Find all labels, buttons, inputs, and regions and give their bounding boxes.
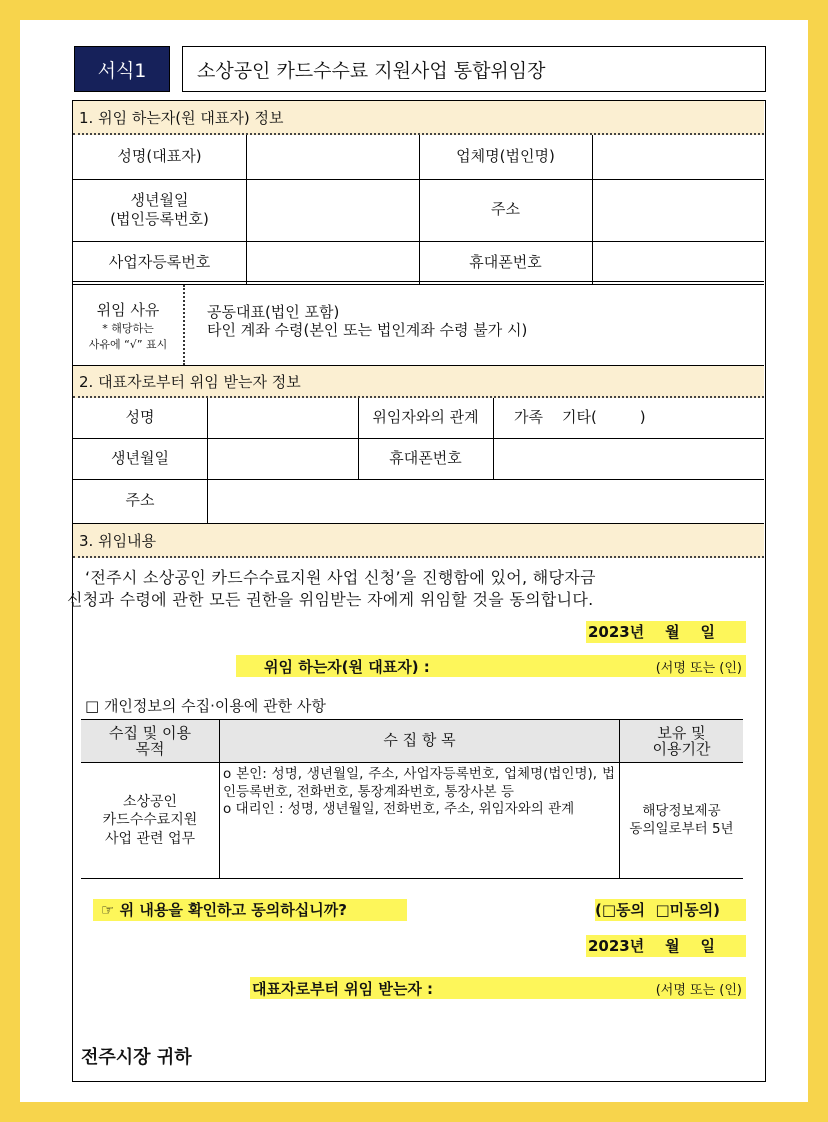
statement-line-2: 신청과 수령에 관한 모든 권한을 위임받는 자에게 위임할 것을 동의합니다. (67, 590, 594, 610)
delegatee-birth-label: 생년월일 (111, 448, 169, 467)
form-number-badge: 서식1 (74, 46, 170, 92)
phone-field[interactable] (593, 241, 764, 284)
bizno-label: 사업자등록번호 (108, 252, 211, 271)
table-header-period: 보유 및 이용기간 (652, 723, 711, 758)
name-label: 성명(대표자) (117, 147, 202, 166)
delegatee-birth-field[interactable] (208, 438, 358, 479)
delegatee-name-field[interactable] (208, 398, 358, 438)
section2-title: 2. 대표자로부터 위임 받는자 정보 (73, 366, 764, 398)
date-line-2: 2023년 월 일 (586, 935, 746, 957)
privacy-table (81, 719, 743, 879)
section1-title: 1. 위임 하는자(원 대표자) 정보 (73, 101, 764, 135)
bizno-field[interactable] (247, 241, 419, 284)
items-agent: o 대리인 : 성명, 생년월일, 전화번호, 주소, 위임자와의 관계 (223, 801, 575, 818)
delegatee-address-label: 주소 (125, 491, 155, 510)
delegator-sign-bar (236, 655, 746, 677)
table-items-cell (223, 766, 615, 819)
address-label: 주소 (491, 200, 520, 219)
document-title: 소상공인 카드수수료 지원사업 통합위임장 (182, 46, 766, 92)
delegatee-sign-label: 대표자로부터 위임 받는자 : (252, 980, 434, 998)
delegatee-phone-field[interactable] (494, 438, 764, 479)
reason-note-2: 사유에 “√” 표시 (88, 337, 168, 351)
reason-option-2[interactable]: 타인 계좌 수령(본인 또는 법인계좌 수령 불가 시) (207, 321, 528, 339)
relation-options[interactable]: 가족 기타( ) (514, 408, 646, 427)
privacy-title: □ 개인정보의 수집·이용에 관한 사항 (85, 697, 326, 715)
section3-title: 3. 위임내용 (73, 524, 764, 558)
delegatee-address-field[interactable] (208, 479, 764, 523)
delegatee-sign-bar (250, 977, 746, 999)
phone-label: 휴대폰번호 (469, 252, 542, 271)
company-label: 업체명(법인명) (456, 147, 555, 166)
table-purpose-cell: 소상공인 카드수수료지원 사업 관련 업무 (102, 794, 198, 847)
name-field[interactable] (247, 135, 419, 179)
items-principal: o 본인: 성명, 생년월일, 주소, 사업자등록번호, 업체명(법인명), 법인등록번호, 전화번호, 통장계좌번호, 통장사본 등 (223, 766, 615, 800)
reason-label-box (73, 285, 185, 365)
date-line-1: 2023년 월 일 (586, 621, 746, 643)
delegator-sign-label: 위임 하는자(원 대표자) : (264, 658, 430, 676)
birth-label-line2: (법인등록번호) (110, 210, 209, 228)
addressee: 전주시장 귀하 (81, 1047, 192, 1068)
company-field[interactable] (593, 135, 764, 179)
relation-label: 위임자와의 관계 (372, 408, 479, 427)
statement-line-1: ‘전주시 소상공인 카드수수료지원 사업 신청’을 진행함에 있어, 해당자금 (85, 568, 596, 587)
address-field[interactable] (593, 179, 764, 241)
birth-label (73, 179, 246, 241)
consent-question: ☞ 위 내용을 확인하고 동의하십니까? (93, 899, 407, 921)
delegatee-phone-label: 휴대폰번호 (389, 448, 462, 467)
delegatee-sign-note: (서명 또는 (인) (655, 983, 742, 998)
reason-option-1[interactable]: 공동대표(법인 포함) (207, 303, 340, 321)
delegatee-name-label: 성명 (125, 408, 155, 427)
table-header-items: 수 집 항 목 (383, 731, 456, 750)
birth-label-line1: 생년월일 (130, 190, 189, 209)
reason-label: 위임 사유 (96, 300, 160, 319)
delegator-sign-note: (서명 또는 (인) (655, 661, 742, 676)
form-body (67, 100, 766, 1082)
table-period-cell: 해당정보제공 동의일로부터 5년 (629, 802, 734, 837)
reason-note-1: * 해당하는 (102, 321, 154, 335)
birth-field[interactable] (247, 179, 419, 241)
delegation-statement (67, 567, 763, 612)
reason-options (207, 303, 527, 339)
table-header-purpose: 수집 및 이용 목적 (109, 723, 191, 758)
consent-options[interactable]: (□동의 □미동의) (595, 899, 746, 921)
